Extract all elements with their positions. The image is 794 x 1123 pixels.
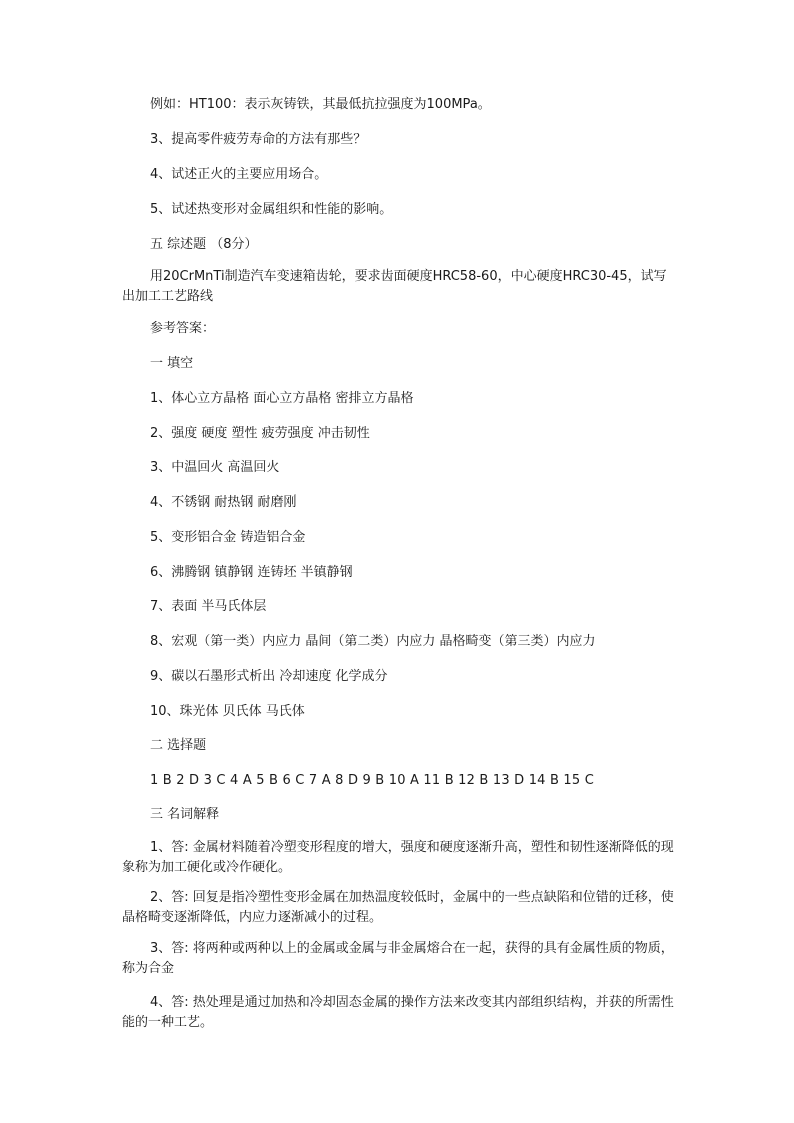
fill-answer-3: 3、中温回火 高温回火 (150, 460, 280, 475)
fill-answer-2: 2、强度 硬度 塑性 疲劳强度 冲击韧性 (150, 426, 370, 441)
question-4: 4、试述正火的主要应用场合。 (150, 167, 328, 182)
fill-answer-5: 5、变形铝合金 铸造铝合金 (150, 530, 306, 545)
fill-answer-9: 9、碳以石墨形式析出 冷却速度 化学成分 (150, 669, 388, 684)
question-5: 5、试述热变形对金属组织和性能的影响。 (150, 202, 393, 217)
fill-answer-4: 4、不锈钢 耐热钢 耐磨刚 (150, 495, 297, 510)
term-2: 2、答: 回复是指冷塑性变形金属在加热温度较低时，金属中的一些点缺陷和位错的迁移，使晶格畸变逐渐降低，内应力逐渐减小的过程。 (122, 890, 674, 925)
section-5-heading: 五 综述题 （8分） (150, 237, 258, 252)
fill-answer-10: 10、珠光体 贝氏体 马氏体 (150, 704, 305, 719)
question-3: 3、提高零件疲劳寿命的方法有那些？ (150, 132, 367, 147)
fill-answer-1: 1、体心立方晶格 面心立方晶格 密排立方晶格 (150, 391, 414, 406)
fill-answer-6: 6、沸腾钢 镇静钢 连铸坯 半镇静钢 (150, 565, 353, 580)
term-1: 1、答: 金属材料随着冷塑变形程度的增大，强度和硬度逐渐升高，塑性和韧性逐渐降低的现象称为加工硬化或冷作硬化。 (122, 840, 674, 875)
fill-answer-7: 7、表面 半马氏体层 (150, 599, 267, 614)
fill-answer-8: 8、宏观（第一类）内应力 晶间（第二类）内应力 晶格畸变（第三类）内应力 (150, 634, 596, 649)
answers-title: 参考答案： (150, 321, 216, 336)
term-3: 3、答: 将两种或两种以上的金属或金属与非金属熔合在一起，获得的具有金属性质的物质，称为合金 (122, 941, 674, 976)
choice-title: 二 选择题 (150, 738, 207, 753)
example-line: 例如：HT100：表示灰铸铁，其最低抗拉强度为100MPa。 (150, 97, 491, 112)
terms-title: 三 名词解释 (150, 807, 220, 822)
choice-answers: 1 B 2 D 3 C 4 A 5 B 6 C 7 A 8 D 9 B 10 A 11 B 12 B 13 D 14 B 15 C (150, 773, 594, 788)
composite-question: 用20CrMnTi制造汽车变速箱齿轮，要求齿面硬度HRC58-60，中心硬度HRC30-45，试写出加工工艺路线 (122, 269, 667, 304)
fill-title: 一 填空 (150, 356, 194, 371)
term-4: 4、答: 热处理是通过加热和冷却固态金属的操作方法来改变其内部组织结构，并获的所需性能的一种工艺。 (122, 995, 674, 1030)
